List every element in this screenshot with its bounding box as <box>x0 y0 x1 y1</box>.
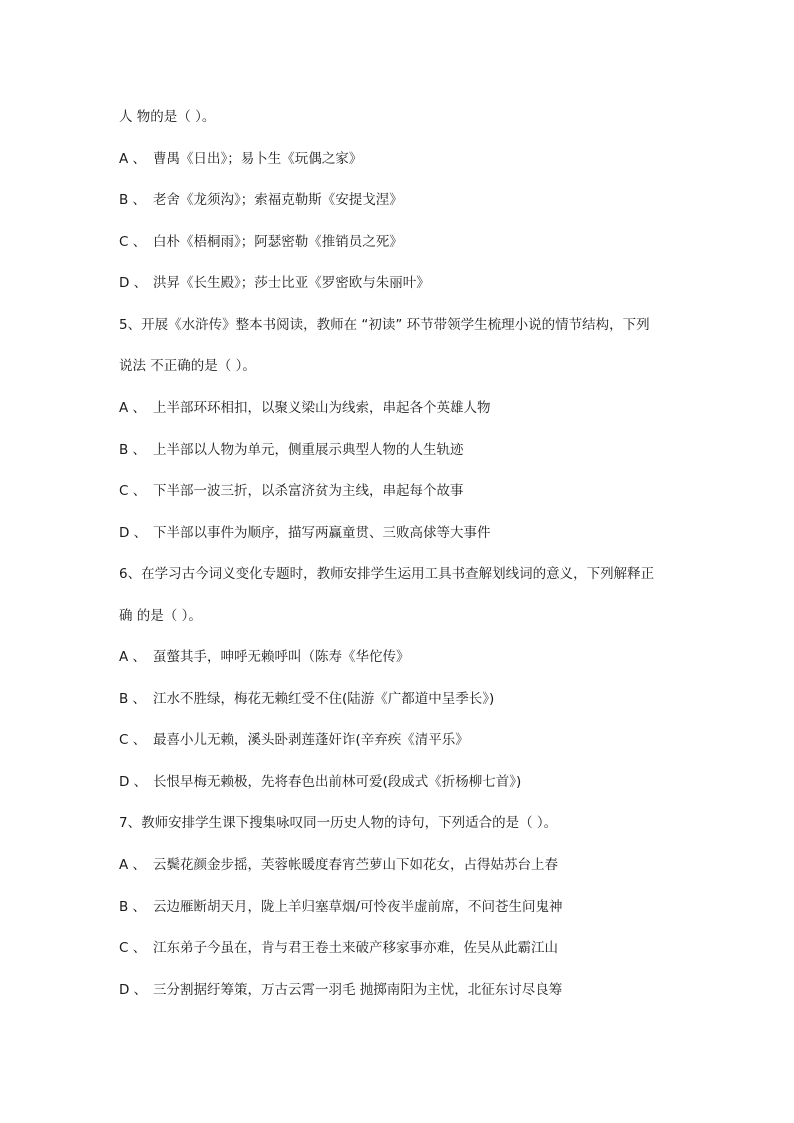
q6-option-b <box>119 689 494 709</box>
option-text: 江水不胜绿，梅花无赖红受不住(陆游《广都道中呈季长》) <box>153 691 495 707</box>
option-text: 上半部环环相扣，以聚义梁山为线索，串起各个英雄人物 <box>153 400 491 416</box>
q4-stem: 人 物的是（ ）。 <box>119 109 216 125</box>
option-letter: C 、 <box>119 234 147 250</box>
option-letter: B 、 <box>119 691 147 707</box>
option-letter: A 、 <box>119 649 147 665</box>
q7-option-b <box>119 897 563 917</box>
option-text: 下半部一波三折，以杀富济贫为主线，串起每个故事 <box>153 483 464 499</box>
option-letter: D 、 <box>119 275 148 291</box>
option-text: 虿螫其手，呻呼无赖呼叫（陈寿《华佗传》 <box>153 649 410 665</box>
option-text: 曹禺《日出》；易卜生《玩偶之家》 <box>153 151 363 167</box>
option-text: 白朴《梧桐雨》；阿瑟密勒《推销员之死》 <box>153 234 403 250</box>
q5-option-b <box>119 440 464 460</box>
option-letter: B 、 <box>119 442 147 458</box>
option-letter: D 、 <box>119 525 148 541</box>
q5-stem-line1: 5、开展《水浒传》整本书阅读，教师在 “初读” 环节带领学生梳理小说的情节结构，下列 <box>119 317 650 333</box>
option-letter: C 、 <box>119 732 147 748</box>
option-text: 下半部以事件为顺序，描写两赢童贯、三败高俅等大事件 <box>153 525 491 541</box>
q7-stem-line1: 7、教师安排学生课下搜集咏叹同一历史人物的诗句，下列适合的是（ ）。 <box>119 815 558 831</box>
q6-stem-line1: 6、在学习古今词义变化专题时，教师安排学生运用工具书查解划线词的意义，下列解释正 <box>119 566 655 582</box>
option-text: 江东弟子今虽在，肯与君王卷土来破产移家事亦难，佐吴从此霸江山 <box>153 940 558 956</box>
option-text: 长恨早梅无赖极，先将春色出前林可爱(段成式《折杨柳七首》) <box>153 774 522 790</box>
option-text: 云鬓花颜金步摇，芙蓉帐暖度春宵苎萝山下如花女，占得姑苏台上春 <box>153 857 558 873</box>
option-letter: B 、 <box>119 192 147 208</box>
q6-option-c <box>119 730 469 750</box>
q4-option-c <box>119 232 403 252</box>
q7-option-a <box>119 855 558 875</box>
option-text: 三分割据纡筹策，万古云霄一羽毛 抛掷南阳为主忧，北征东讨尽良筹 <box>153 982 563 998</box>
q4-option-d <box>119 273 430 293</box>
q5-option-d <box>119 523 491 543</box>
q5-option-c <box>119 481 464 501</box>
q7-option-d <box>119 980 562 1000</box>
option-letter: A 、 <box>119 151 147 167</box>
option-letter: C 、 <box>119 940 147 956</box>
option-letter: B 、 <box>119 899 147 915</box>
q4-option-a <box>119 149 362 169</box>
option-letter: D 、 <box>119 774 148 790</box>
q4-option-b <box>119 190 403 210</box>
option-text: 洪昇《长生殿》；莎士比亚《罗密欧与朱丽叶》 <box>153 275 430 291</box>
option-text: 云边雁断胡天月，陇上羊归塞草烟/可怜夜半虚前席，不问苍生问鬼神 <box>153 899 563 915</box>
q5-option-a <box>119 398 491 418</box>
q6-option-a <box>119 647 410 667</box>
q7-option-c <box>119 938 558 958</box>
option-letter: A 、 <box>119 857 147 873</box>
q6-option-d <box>119 772 521 792</box>
q5-stem-line2: 说法 不正确的是（ ）。 <box>119 358 256 374</box>
q6-stem-line2: 确 的是（ ）。 <box>119 608 202 624</box>
option-text: 上半部以人物为单元，侧重展示典型人物的人生轨迹 <box>153 442 464 458</box>
option-text: 老舍《龙须沟》；索福克勒斯《安提戈涅》 <box>153 192 403 208</box>
option-letter: A 、 <box>119 400 147 416</box>
option-letter: C 、 <box>119 483 147 499</box>
option-letter: D 、 <box>119 982 148 998</box>
option-text: 最喜小儿无赖，溪头卧剥莲蓬奸诈(辛弃疾《清平乐》 <box>153 732 469 748</box>
